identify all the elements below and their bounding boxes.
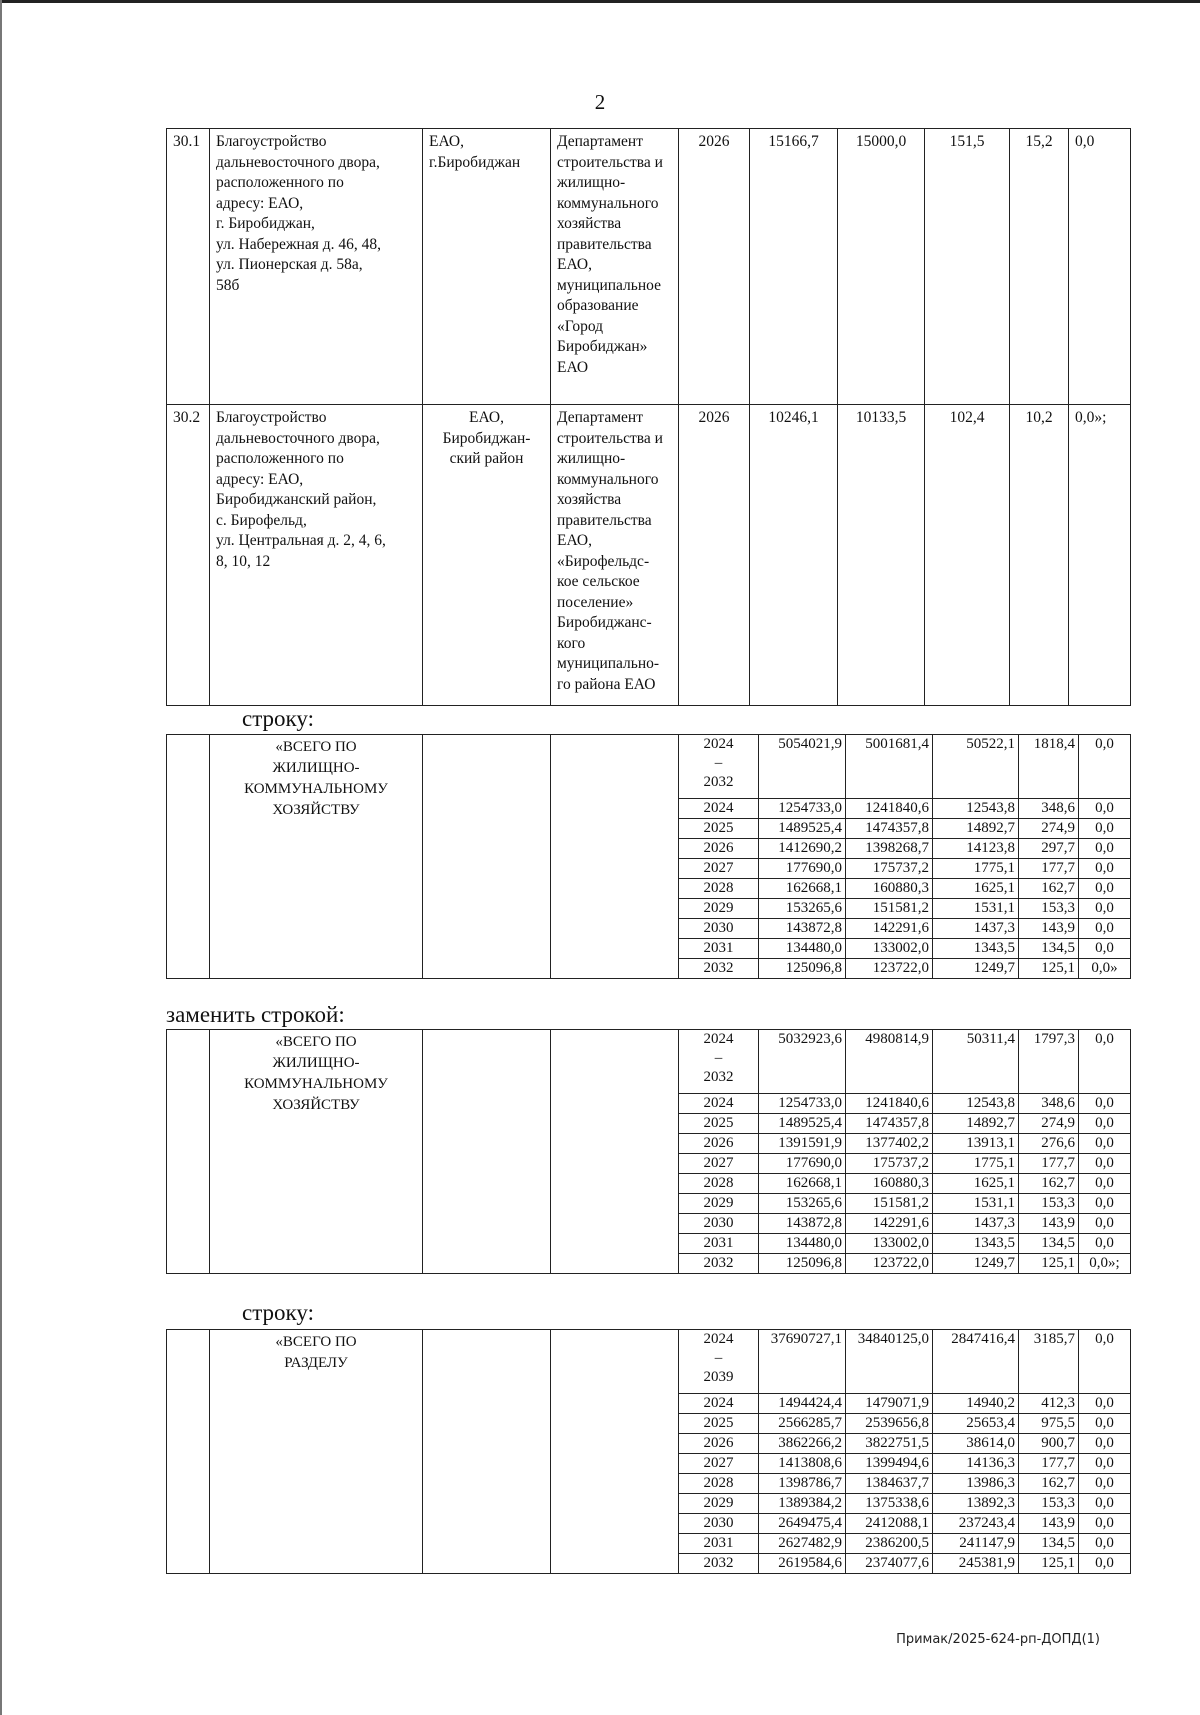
empty-cell <box>551 1330 679 1574</box>
local-cell: 276,6 <box>1019 1134 1079 1154</box>
empty-cell <box>167 735 210 979</box>
local-cell: 153,3 <box>1019 1494 1079 1514</box>
page-number: 2 <box>594 90 606 114</box>
regional-cell: 1625,1 <box>933 879 1019 899</box>
text-line: с. Бирофельд, <box>216 511 307 529</box>
year-cell: 2026 <box>679 839 759 859</box>
total-cell: 5054021,9 <box>759 735 846 799</box>
local-cell: 134,5 <box>1019 939 1079 959</box>
other-cell: 0,0 <box>1079 1194 1131 1214</box>
regional-cell: 13892,3 <box>933 1494 1019 1514</box>
federal-cell: 133002,0 <box>846 939 933 959</box>
federal-cell: 1241840,6 <box>846 1094 933 1114</box>
total-cell: 134480,0 <box>759 939 846 959</box>
total-cell: 1398786,7 <box>759 1474 846 1494</box>
text-line: – <box>714 755 723 771</box>
text-line: хозяйства <box>557 491 622 508</box>
regional-cell: 237243,4 <box>933 1514 1019 1534</box>
federal-cell: 1384637,7 <box>846 1474 933 1494</box>
local-cell: 143,9 <box>1019 919 1079 939</box>
totals-section-table <box>166 1329 1131 1574</box>
empty-cell <box>167 1330 210 1574</box>
local-cell: 177,7 <box>1019 859 1079 879</box>
period-cell <box>679 1330 759 1394</box>
object-executor <box>551 405 679 706</box>
regional-cell: 1249,7 <box>933 1254 1019 1274</box>
regional-cell: 151,5 <box>925 129 1010 405</box>
text-line: строительства и <box>557 153 663 171</box>
regional-cell: 1437,3 <box>933 1214 1019 1234</box>
other-cell: 0,0 <box>1079 1330 1131 1394</box>
object-name <box>210 129 423 405</box>
federal-cell: 1377402,2 <box>846 1134 933 1154</box>
regional-cell: 14892,7 <box>933 819 1019 839</box>
text-line: ЖИЛИЩНО- <box>272 760 360 776</box>
total-cell: 2619584,6 <box>759 1554 846 1574</box>
regional-cell: 1437,3 <box>933 919 1019 939</box>
federal-cell: 1474357,8 <box>846 1114 933 1134</box>
text-line: ЖИЛИЩНО- <box>272 1055 360 1071</box>
top-edge-line <box>0 0 1200 3</box>
local-cell: 975,5 <box>1019 1414 1079 1434</box>
total-cell: 1391591,9 <box>759 1134 846 1154</box>
other-cell: 0,0 <box>1079 1534 1131 1554</box>
text-line: 2039 <box>703 1369 734 1385</box>
local-cell: 153,3 <box>1019 1194 1079 1214</box>
text-line: ХОЗЯЙСТВУ <box>272 1097 360 1113</box>
text-line: расположенного по <box>216 174 344 191</box>
federal-cell: 175737,2 <box>846 1154 933 1174</box>
year-cell: 2031 <box>679 1234 759 1254</box>
period-cell <box>679 735 759 799</box>
left-edge-line <box>0 0 2 1715</box>
text-line: «Город <box>557 317 604 335</box>
other-cell: 0,0 <box>1079 1394 1131 1414</box>
text-line: – <box>714 1350 723 1366</box>
year-cell: 2025 <box>679 1414 759 1434</box>
text-line: – <box>714 1050 723 1066</box>
local-cell: 348,6 <box>1019 799 1079 819</box>
total-cell: 1254733,0 <box>759 799 846 819</box>
table-row <box>167 129 1131 405</box>
local-cell: 177,7 <box>1019 1454 1079 1474</box>
text-line: ул. Центральная д. 2, 4, 6, <box>216 532 386 549</box>
regional-cell: 14940,2 <box>933 1394 1019 1414</box>
year-cell: 2029 <box>679 1194 759 1214</box>
local-cell: 297,7 <box>1019 839 1079 859</box>
text-line: Биробиджан- <box>442 429 531 447</box>
text-line: 58б <box>216 276 240 294</box>
total-cell: 1412690,2 <box>759 839 846 859</box>
year-cell: 2030 <box>679 1514 759 1534</box>
federal-cell: 160880,3 <box>846 879 933 899</box>
total-cell: 153265,6 <box>759 1194 846 1214</box>
text-line: жилищно- <box>557 450 626 467</box>
text-line: ЕАО, <box>469 409 504 426</box>
label-replace: заменить строкой: <box>166 1002 345 1027</box>
totals-name <box>210 735 423 979</box>
federal-cell: 1479071,9 <box>846 1394 933 1414</box>
text-line: 2032 <box>703 774 734 790</box>
text-line: Департамент <box>557 409 643 426</box>
empty-cell <box>423 1030 551 1274</box>
total-cell: 5032923,6 <box>759 1030 846 1094</box>
text-line: Благоустройство <box>216 409 327 426</box>
year-cell: 2032 <box>679 1554 759 1574</box>
text-line: муниципально- <box>557 655 660 672</box>
text-line: го района ЕАО <box>557 675 656 693</box>
text-line: правительства <box>557 511 652 529</box>
local-cell: 274,9 <box>1019 819 1079 839</box>
total-cell: 1413808,6 <box>759 1454 846 1474</box>
federal-cell: 1474357,8 <box>846 819 933 839</box>
regional-cell: 1343,5 <box>933 1234 1019 1254</box>
other-cell: 0,0»; <box>1079 1254 1131 1274</box>
empty-cell <box>551 735 679 979</box>
total-cell: 10246,1 <box>750 405 838 706</box>
other-cell: 0,0 <box>1079 1494 1131 1514</box>
text-line: жилищно- <box>557 174 626 191</box>
total-cell: 143872,8 <box>759 919 846 939</box>
regional-cell: 25653,4 <box>933 1414 1019 1434</box>
text-line: РАЗДЕЛУ <box>284 1355 348 1371</box>
total-cell: 1489525,4 <box>759 1114 846 1134</box>
year-cell: 2026 <box>679 405 750 706</box>
regional-cell: 1531,1 <box>933 899 1019 919</box>
year-cell: 2027 <box>679 1154 759 1174</box>
other-cell: 0,0 <box>1079 859 1131 879</box>
regional-cell: 102,4 <box>925 405 1010 706</box>
other-cell: 0,0 <box>1079 735 1131 799</box>
year-cell: 2032 <box>679 1254 759 1274</box>
regional-cell: 38614,0 <box>933 1434 1019 1454</box>
federal-cell: 4980814,9 <box>846 1030 933 1094</box>
text-line: «Бирофельдс- <box>557 552 650 570</box>
text-line: адресу: ЕАО, <box>216 194 304 212</box>
local-cell: 125,1 <box>1019 1554 1079 1574</box>
text-line: кое сельское <box>557 573 640 590</box>
local-cell: 125,1 <box>1019 1254 1079 1274</box>
text-line: г.Биробиджан <box>429 153 521 171</box>
other-cell: 0,0 <box>1079 799 1131 819</box>
total-cell: 177690,0 <box>759 859 846 879</box>
table-row <box>167 1030 1131 1094</box>
local-cell: 348,6 <box>1019 1094 1079 1114</box>
year-cell: 2026 <box>679 1434 759 1454</box>
other-cell: 0,0 <box>1079 879 1131 899</box>
text-line: образование <box>557 297 639 314</box>
label-row-2: строку: <box>242 1300 314 1325</box>
label-row: строку: <box>242 706 314 731</box>
other-cell: 0,0 <box>1079 899 1131 919</box>
year-cell: 2027 <box>679 859 759 879</box>
local-cell: 10,2 <box>1010 405 1069 706</box>
local-cell: 177,7 <box>1019 1154 1079 1174</box>
federal-cell: 1398268,7 <box>846 839 933 859</box>
other-cell: 0,0 <box>1079 1134 1131 1154</box>
total-cell: 177690,0 <box>759 1154 846 1174</box>
text-line: 2032 <box>703 1069 734 1085</box>
text-line: дальневосточного двора, <box>216 429 380 447</box>
regional-cell: 1625,1 <box>933 1174 1019 1194</box>
federal-cell: 133002,0 <box>846 1234 933 1254</box>
other-cell: 0,0» <box>1079 959 1131 979</box>
text-line: ЕАО, <box>429 133 464 150</box>
other-cell: 0,0 <box>1079 1554 1131 1574</box>
federal-cell: 15000,0 <box>838 129 925 405</box>
regional-cell: 1775,1 <box>933 1154 1019 1174</box>
text-line: ХОЗЯЙСТВУ <box>272 802 360 818</box>
regional-cell: 14892,7 <box>933 1114 1019 1134</box>
federal-cell: 1375338,6 <box>846 1494 933 1514</box>
total-cell: 125096,8 <box>759 1254 846 1274</box>
federal-cell: 1399494,6 <box>846 1454 933 1474</box>
totals-housing-new-table <box>166 1029 1131 1274</box>
local-cell: 134,5 <box>1019 1534 1079 1554</box>
text-line: ЕАО, <box>557 256 592 273</box>
total-cell: 2566285,7 <box>759 1414 846 1434</box>
total-cell: 2627482,9 <box>759 1534 846 1554</box>
text-line: ЕАО <box>557 358 589 376</box>
text-line: муниципальное <box>557 276 661 294</box>
total-cell: 1494424,4 <box>759 1394 846 1414</box>
document-footer-code: Примак/2025-624-рп-ДОПД(1) <box>896 1632 1100 1647</box>
text-line: «ВСЕГО ПО <box>275 1034 357 1050</box>
regional-cell: 12543,8 <box>933 1094 1019 1114</box>
empty-cell <box>423 735 551 979</box>
text-line: хозяйства <box>557 215 622 232</box>
totals-housing-old-table <box>166 734 1131 979</box>
local-cell: 153,3 <box>1019 899 1079 919</box>
text-line: 2024 <box>703 1031 734 1047</box>
text-line: расположенного по <box>216 450 344 467</box>
federal-cell: 2386200,5 <box>846 1534 933 1554</box>
text-line: строительства и <box>557 429 663 447</box>
local-cell: 900,7 <box>1019 1434 1079 1454</box>
other-cell: 0,0 <box>1079 839 1131 859</box>
federal-cell: 5001681,4 <box>846 735 933 799</box>
other-cell: 0,0 <box>1079 1234 1131 1254</box>
year-cell: 2030 <box>679 1214 759 1234</box>
total-cell: 2649475,4 <box>759 1514 846 1534</box>
total-cell: 153265,6 <box>759 899 846 919</box>
objects-table <box>166 128 1131 706</box>
text-line: Благоустройство <box>216 133 327 150</box>
text-line: коммунального <box>557 470 659 488</box>
year-cell: 2028 <box>679 1474 759 1494</box>
regional-cell: 2847416,4 <box>933 1330 1019 1394</box>
other-cell: 0,0 <box>1079 1514 1131 1534</box>
federal-cell: 34840125,0 <box>846 1330 933 1394</box>
text-line: Департамент <box>557 133 643 150</box>
regional-cell: 13986,3 <box>933 1474 1019 1494</box>
other-cell: 0,0 <box>1079 1454 1131 1474</box>
local-cell: 1818,4 <box>1019 735 1079 799</box>
total-cell: 162668,1 <box>759 1174 846 1194</box>
row-number: 30.2 <box>167 405 210 706</box>
year-cell: 2026 <box>679 1134 759 1154</box>
totals-name <box>210 1030 423 1274</box>
year-cell: 2024 <box>679 1394 759 1414</box>
federal-cell: 1241840,6 <box>846 799 933 819</box>
text-line: КОММУНАЛЬНОМУ <box>244 1076 388 1092</box>
federal-cell: 160880,3 <box>846 1174 933 1194</box>
other-cell: 0,0 <box>1079 1474 1131 1494</box>
federal-cell: 151581,2 <box>846 899 933 919</box>
text-line: «ВСЕГО ПО <box>275 739 357 755</box>
text-line: 2024 <box>703 1331 734 1347</box>
regional-cell: 14136,3 <box>933 1454 1019 1474</box>
local-cell: 1797,3 <box>1019 1030 1079 1094</box>
year-cell: 2029 <box>679 1494 759 1514</box>
regional-cell: 50522,1 <box>933 735 1019 799</box>
year-cell: 2027 <box>679 1454 759 1474</box>
year-cell: 2031 <box>679 939 759 959</box>
year-cell: 2024 <box>679 799 759 819</box>
other-cell: 0,0 <box>1079 939 1131 959</box>
federal-cell: 123722,0 <box>846 1254 933 1274</box>
text-line: адресу: ЕАО, <box>216 470 304 488</box>
table-row <box>167 1330 1131 1394</box>
text-line: Биробиджанский район, <box>216 491 377 508</box>
object-location <box>423 129 551 405</box>
regional-cell: 245381,9 <box>933 1554 1019 1574</box>
year-cell: 2029 <box>679 899 759 919</box>
text-line: коммунального <box>557 194 659 212</box>
total-cell: 3862266,2 <box>759 1434 846 1454</box>
local-cell: 143,9 <box>1019 1214 1079 1234</box>
object-location <box>423 405 551 706</box>
total-cell: 1489525,4 <box>759 819 846 839</box>
object-name <box>210 405 423 706</box>
year-cell: 2030 <box>679 919 759 939</box>
other-cell: 0,0 <box>1079 1434 1131 1454</box>
empty-cell <box>551 1030 679 1274</box>
other-cell: 0,0 <box>1079 1414 1131 1434</box>
regional-cell: 1249,7 <box>933 959 1019 979</box>
other-cell: 0,0 <box>1079 819 1131 839</box>
object-executor <box>551 129 679 405</box>
federal-cell: 2539656,8 <box>846 1414 933 1434</box>
other-cell: 0,0 <box>1079 919 1131 939</box>
text-line: 2024 <box>703 736 734 752</box>
text-line: кого <box>557 634 586 652</box>
other-cell: 0,0 <box>1079 1214 1131 1234</box>
other-cell: 0,0»; <box>1069 405 1131 706</box>
total-cell: 1389384,2 <box>759 1494 846 1514</box>
other-cell: 0,0 <box>1079 1094 1131 1114</box>
federal-cell: 142291,6 <box>846 1214 933 1234</box>
local-cell: 3185,7 <box>1019 1330 1079 1394</box>
local-cell: 412,3 <box>1019 1394 1079 1414</box>
year-cell: 2025 <box>679 1114 759 1134</box>
year-cell: 2032 <box>679 959 759 979</box>
row-number: 30.1 <box>167 129 210 405</box>
regional-cell: 241147,9 <box>933 1534 1019 1554</box>
year-cell: 2025 <box>679 819 759 839</box>
text-line: КОММУНАЛЬНОМУ <box>244 781 388 797</box>
totals-name <box>210 1330 423 1574</box>
other-cell: 0,0 <box>1079 1154 1131 1174</box>
local-cell: 274,9 <box>1019 1114 1079 1134</box>
text-line: поселение» <box>557 593 634 611</box>
regional-cell: 1775,1 <box>933 859 1019 879</box>
text-line: правительства <box>557 235 652 253</box>
total-cell: 37690727,1 <box>759 1330 846 1394</box>
text-line: ЕАО, <box>557 532 592 549</box>
local-cell: 162,7 <box>1019 1474 1079 1494</box>
local-cell: 162,7 <box>1019 879 1079 899</box>
regional-cell: 13913,1 <box>933 1134 1019 1154</box>
total-cell: 125096,8 <box>759 959 846 979</box>
federal-cell: 151581,2 <box>846 1194 933 1214</box>
federal-cell: 123722,0 <box>846 959 933 979</box>
federal-cell: 2412088,1 <box>846 1514 933 1534</box>
regional-cell: 14123,8 <box>933 839 1019 859</box>
total-cell: 143872,8 <box>759 1214 846 1234</box>
other-cell: 0,0 <box>1079 1114 1131 1134</box>
table-row <box>167 735 1131 799</box>
local-cell: 162,7 <box>1019 1174 1079 1194</box>
federal-cell: 10133,5 <box>838 405 925 706</box>
other-cell: 0,0 <box>1069 129 1131 405</box>
federal-cell: 3822751,5 <box>846 1434 933 1454</box>
year-cell: 2031 <box>679 1534 759 1554</box>
total-cell: 1254733,0 <box>759 1094 846 1114</box>
total-cell: 162668,1 <box>759 879 846 899</box>
regional-cell: 1531,1 <box>933 1194 1019 1214</box>
local-cell: 125,1 <box>1019 959 1079 979</box>
text-line: дальневосточного двора, <box>216 153 380 171</box>
text-line: «ВСЕГО ПО <box>275 1334 357 1350</box>
period-cell <box>679 1030 759 1094</box>
year-cell: 2024 <box>679 1094 759 1114</box>
text-line: ул. Набережная д. 46, 48, <box>216 235 381 253</box>
year-cell: 2028 <box>679 1174 759 1194</box>
other-cell: 0,0 <box>1079 1030 1131 1094</box>
other-cell: 0,0 <box>1079 1174 1131 1194</box>
regional-cell: 12543,8 <box>933 799 1019 819</box>
regional-cell: 50311,4 <box>933 1030 1019 1094</box>
text-line: ский район <box>449 450 524 467</box>
local-cell: 143,9 <box>1019 1514 1079 1534</box>
text-line: ул. Пионерская д. 58а, <box>216 256 363 273</box>
federal-cell: 142291,6 <box>846 919 933 939</box>
empty-cell <box>423 1330 551 1574</box>
text-line: Биробиджан» <box>557 338 648 355</box>
total-cell: 15166,7 <box>750 129 838 405</box>
text-line: Биробиджанс- <box>557 614 652 631</box>
federal-cell: 175737,2 <box>846 859 933 879</box>
local-cell: 15,2 <box>1010 129 1069 405</box>
total-cell: 134480,0 <box>759 1234 846 1254</box>
table-row <box>167 405 1131 706</box>
federal-cell: 2374077,6 <box>846 1554 933 1574</box>
year-cell: 2026 <box>679 129 750 405</box>
year-cell: 2028 <box>679 879 759 899</box>
empty-cell <box>167 1030 210 1274</box>
regional-cell: 1343,5 <box>933 939 1019 959</box>
text-line: 8, 10, 12 <box>216 552 271 570</box>
local-cell: 134,5 <box>1019 1234 1079 1254</box>
text-line: г. Биробиджан, <box>216 215 315 232</box>
